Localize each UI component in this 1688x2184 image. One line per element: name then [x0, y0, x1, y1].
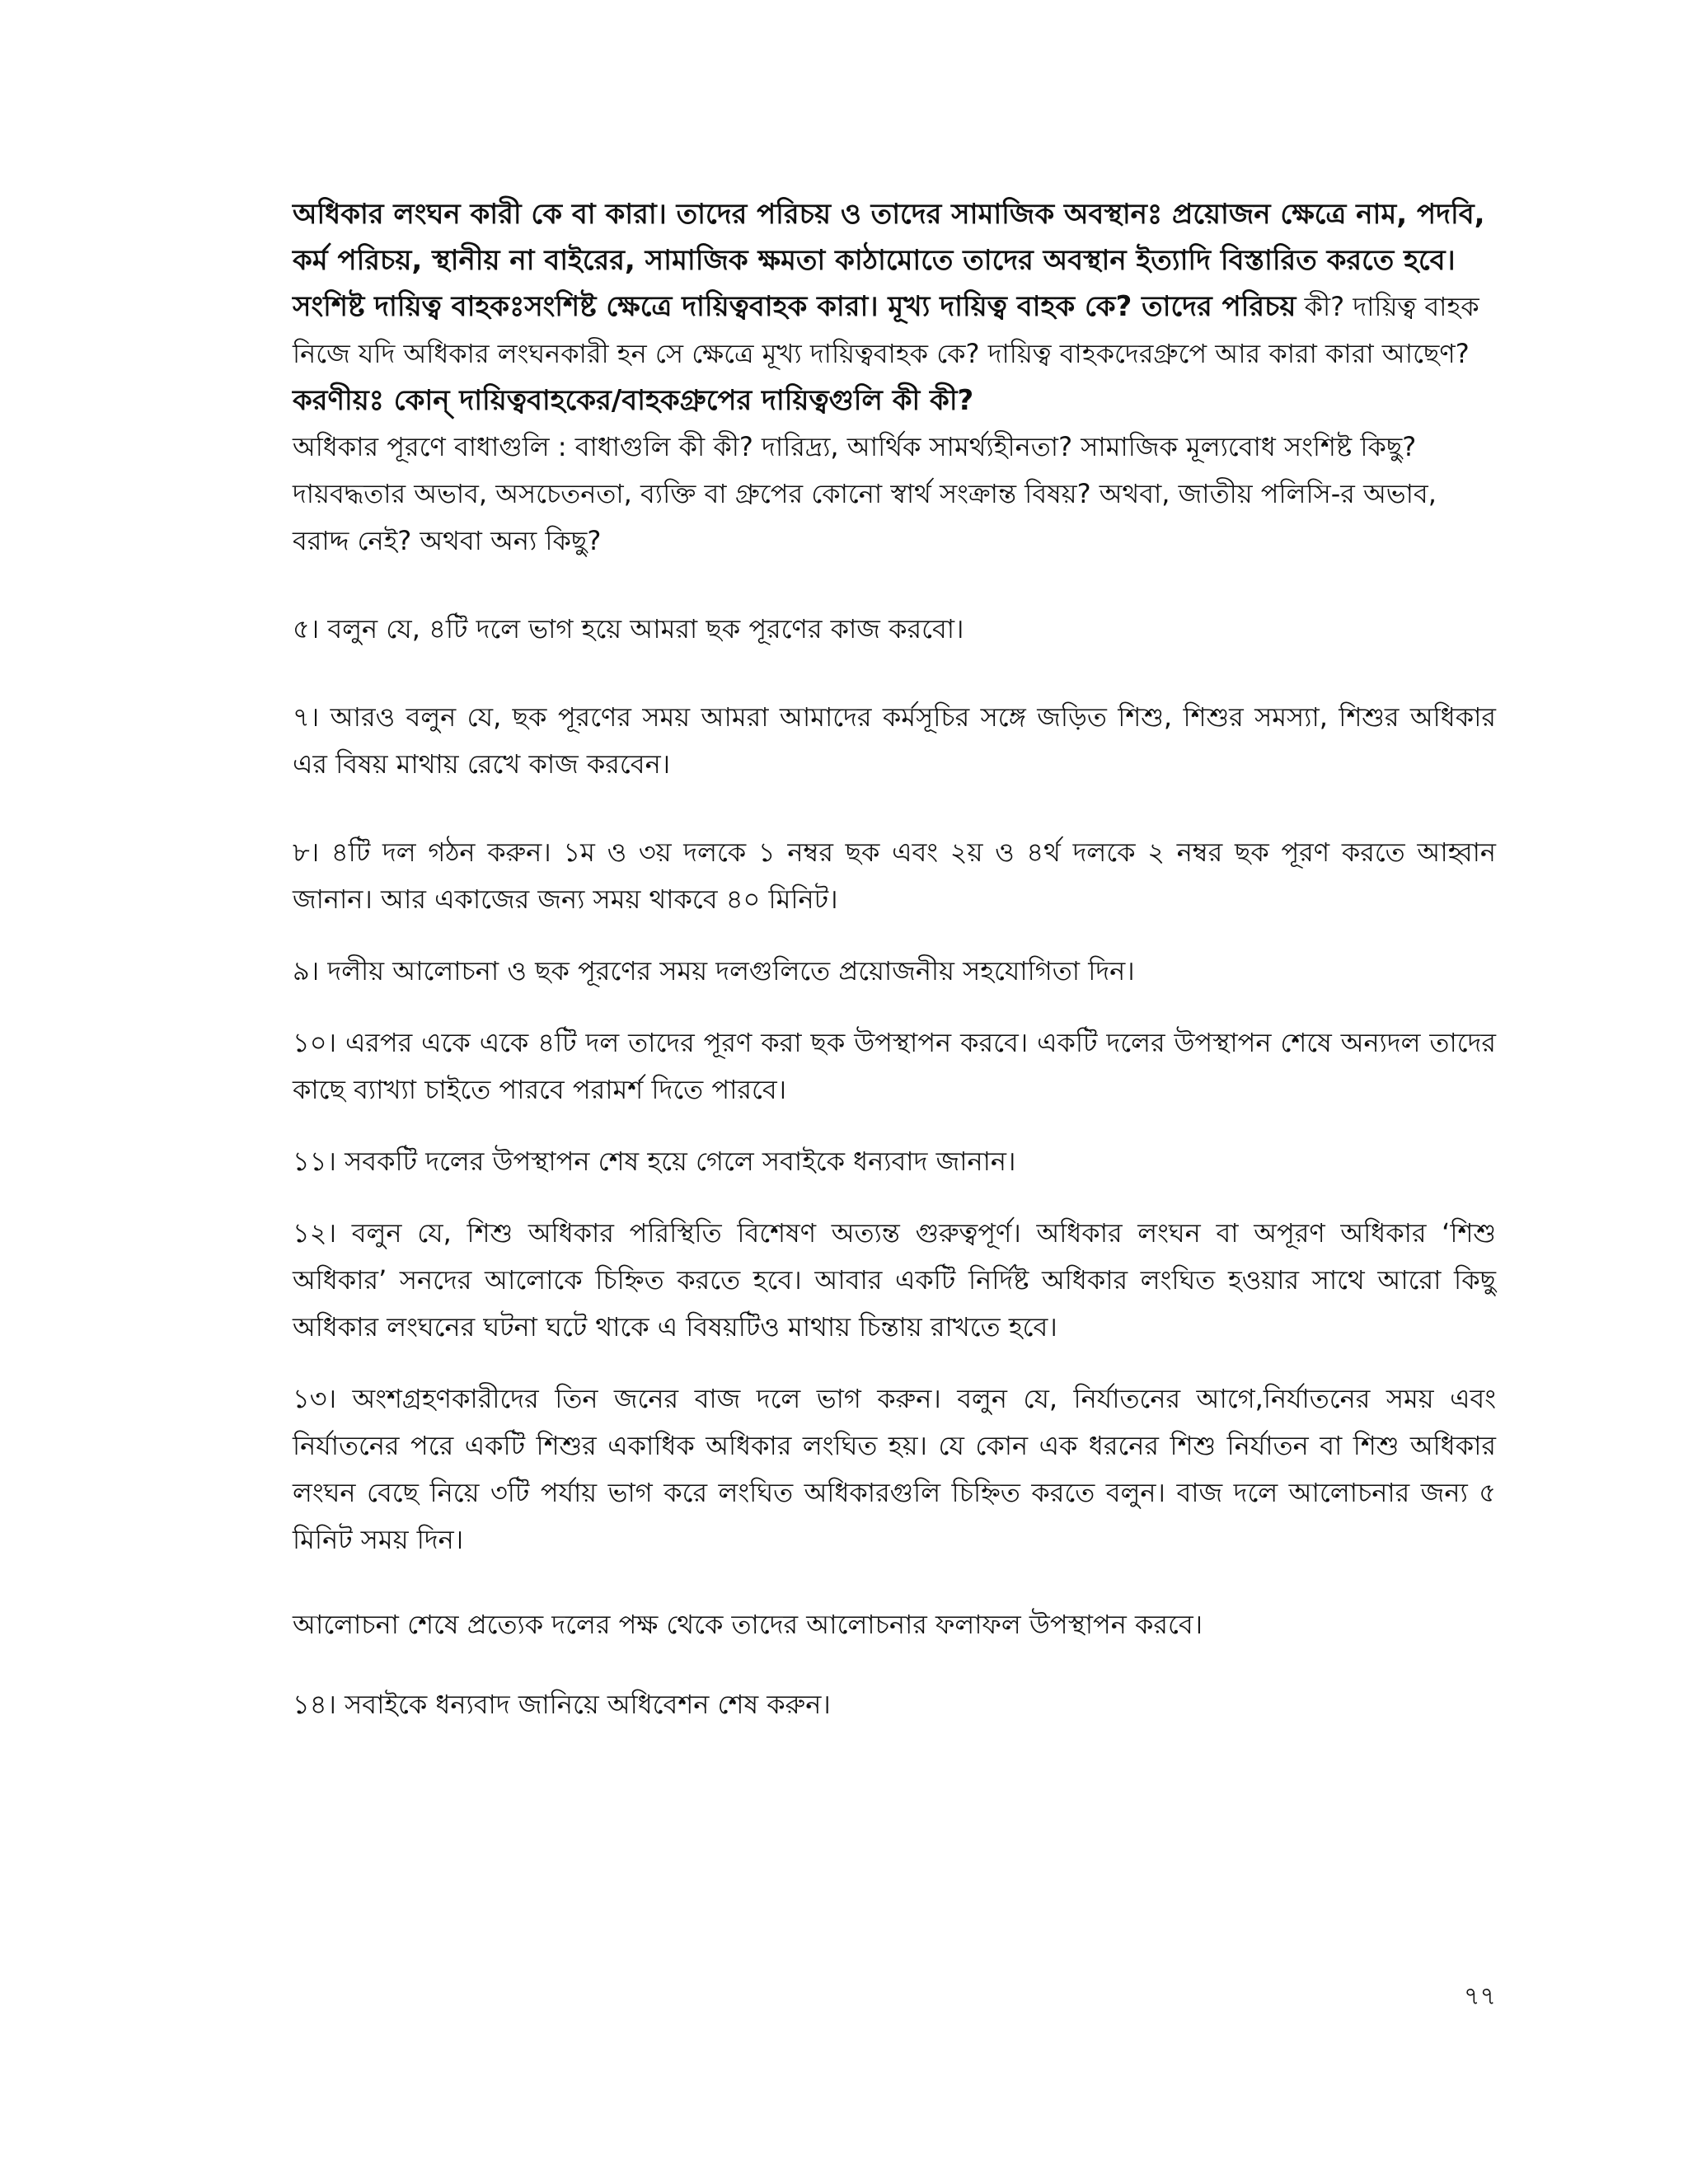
- responsibilities-heading: করণীয়ঃ কোন্ দায়িত্ববাহকের/বাহকগ্রুপের দায়িত্বগুলি কী কী?: [293, 384, 974, 417]
- barriers-paragraph: অধিকার পূরণে বাধাগুলি : বাধাগুলি কী কী? দারিদ্র্য, আর্থিক সামর্থ্যহীনতা? সামাজিক মূল্যবোধ সংশিষ্ট কিছু? দায়বদ্ধতার অভাব, অসচেতনতা, ব্যক্তি বা গ্রুপের কোনো স্বার্থ সংক্রান্ত বিষয়? অথবা, জাতীয় পলিসি-র অভাব, বরাদ্দ নেই? অথবা অন্য কিছু?: [293, 431, 1437, 556]
- step-14: ১৪। সবাইকে ধন্যবাদ জানিয়ে অধিবেশন শেষ করুন।: [293, 1689, 831, 1720]
- step-10: ১০। এরপর একে একে ৪টি দল তাদের পূরণ করা ছক উপস্থাপন করবে। একটি দলের উপস্থাপন শেষে অন্যদল তাদের কাছে ব্যাখ্যা চাইতে পারবে পরামর্শ দিতে পারবে।: [293, 1027, 1496, 1105]
- step-7: ৭। আরও বলুন যে, ছক পূরণের সময় আমরা আমাদের কর্মসূচির সঙ্গে জড়িত শিশু, শিশুর সমস্যা, শিশুর অধিকার এর বিষয় মাথায় রেখে কাজ করবেন।: [293, 701, 1496, 780]
- step-8: ৮। ৪টি দল গঠন করুন। ১ম ও ৩য় দলকে ১ নম্বর ছক এবং ২য় ও ৪র্থ দলকে ২ নম্বর ছক পূরণ করতে আহ্বান জানান। আর একাজের জন্য সময় থাকবে ৪০ মিনিট।: [293, 837, 1496, 915]
- step-5: ৫। বলুন যে, ৪টি দলে ভাগ হয়ে আমরা ছক পূরণের কাজ করবো।: [293, 613, 964, 644]
- duty-bearer-heading: সংশিষ্ট দায়িত্ব বাহকঃসংশিষ্ট ক্ষেত্রে দায়িত্ববাহক কারা। মূখ্য দায়িত্ব বাহক কে? তাদের পরিচয়: [293, 290, 1296, 323]
- step-11: ১১। সবকটি দলের উপস্থাপন শেষ হয়ে গেলে সবাইকে ধন্যবাদ জানান।: [293, 1146, 1016, 1177]
- step-9: ৯। দলীয় আলোচনা ও ছক পূরণের সময় দলগুলিতে প্রয়োজনীয় সহযোগিতা দিন।: [293, 955, 1135, 987]
- duty-bearer-paragraph: [293, 284, 1496, 377]
- document-page: [293, 191, 1496, 1728]
- page-number: ৭৭: [1463, 1982, 1496, 2011]
- offender-paragraph: অধিকার লংঘন কারী কে বা কারা। তাদের পরিচয় ও তাদের সামাজিক অবস্থানঃ প্রয়োজন ক্ষেত্রে নাম, পদবি, কর্ম পরিচয়, স্থানীয় না বাইরের, সামাজিক ক্ষমতা কাঠামোতে তাদের অবস্থান ইত্যাদি বিস্তারিত করতে হবে।: [293, 198, 1485, 277]
- duty-bearer-text: কী? দায়িত্ব বাহক নিজে যদি অধিকার লংঘনকারী হন সে ক্ষেত্রে মূখ্য দায়িত্ববাহক কে? দায়িত্ব বাহকদেরগ্রুপে আর কারা কারা আছেণ?: [293, 291, 1479, 369]
- discussion-note: আলোচনা শেষে প্রত্যেক দলের পক্ষ থেকে তাদের আলোচনার ফলাফল উপস্থাপন করবে।: [293, 1609, 1203, 1640]
- step-12: ১২। বলুন যে, শিশু অধিকার পরিস্থিতি বিশেষণ অত্যন্ত গুরুত্বপূর্ণ। অধিকার লংঘন বা অপূরণ অধিকার ‘শিশু অধিকার’ সনদের আলোকে চিহ্নিত করতে হবে। আবার একটি নির্দিষ্ট অধিকার লংঘিত হওয়ার সাথে আরো কিছু অধিকার লংঘনের ঘটনা ঘটে থাকে এ বিষয়টিও মাথায় চিন্তায় রাখতে হবে।: [293, 1217, 1496, 1343]
- step-13: ১৩। অংশগ্রহণকারীদের তিন জনের বাজ দলে ভাগ করুন। বলুন যে, নির্যাতনের আগে,নির্যাতনের সময় এবং নির্যাতনের পরে একটি শিশুর একাধিক অধিকার লংঘিত হয়। যে কোন এক ধরনের শিশু নির্যাতন বা শিশু অধিকার লংঘন বেছে নিয়ে ৩টি পর্যায় ভাগ করে লংঘিত অধিকারগুলি চিহ্নিত করতে বলুন। বাজ দলে আলোচনার জন্য ৫ মিনিট সময় দিন।: [293, 1383, 1496, 1555]
